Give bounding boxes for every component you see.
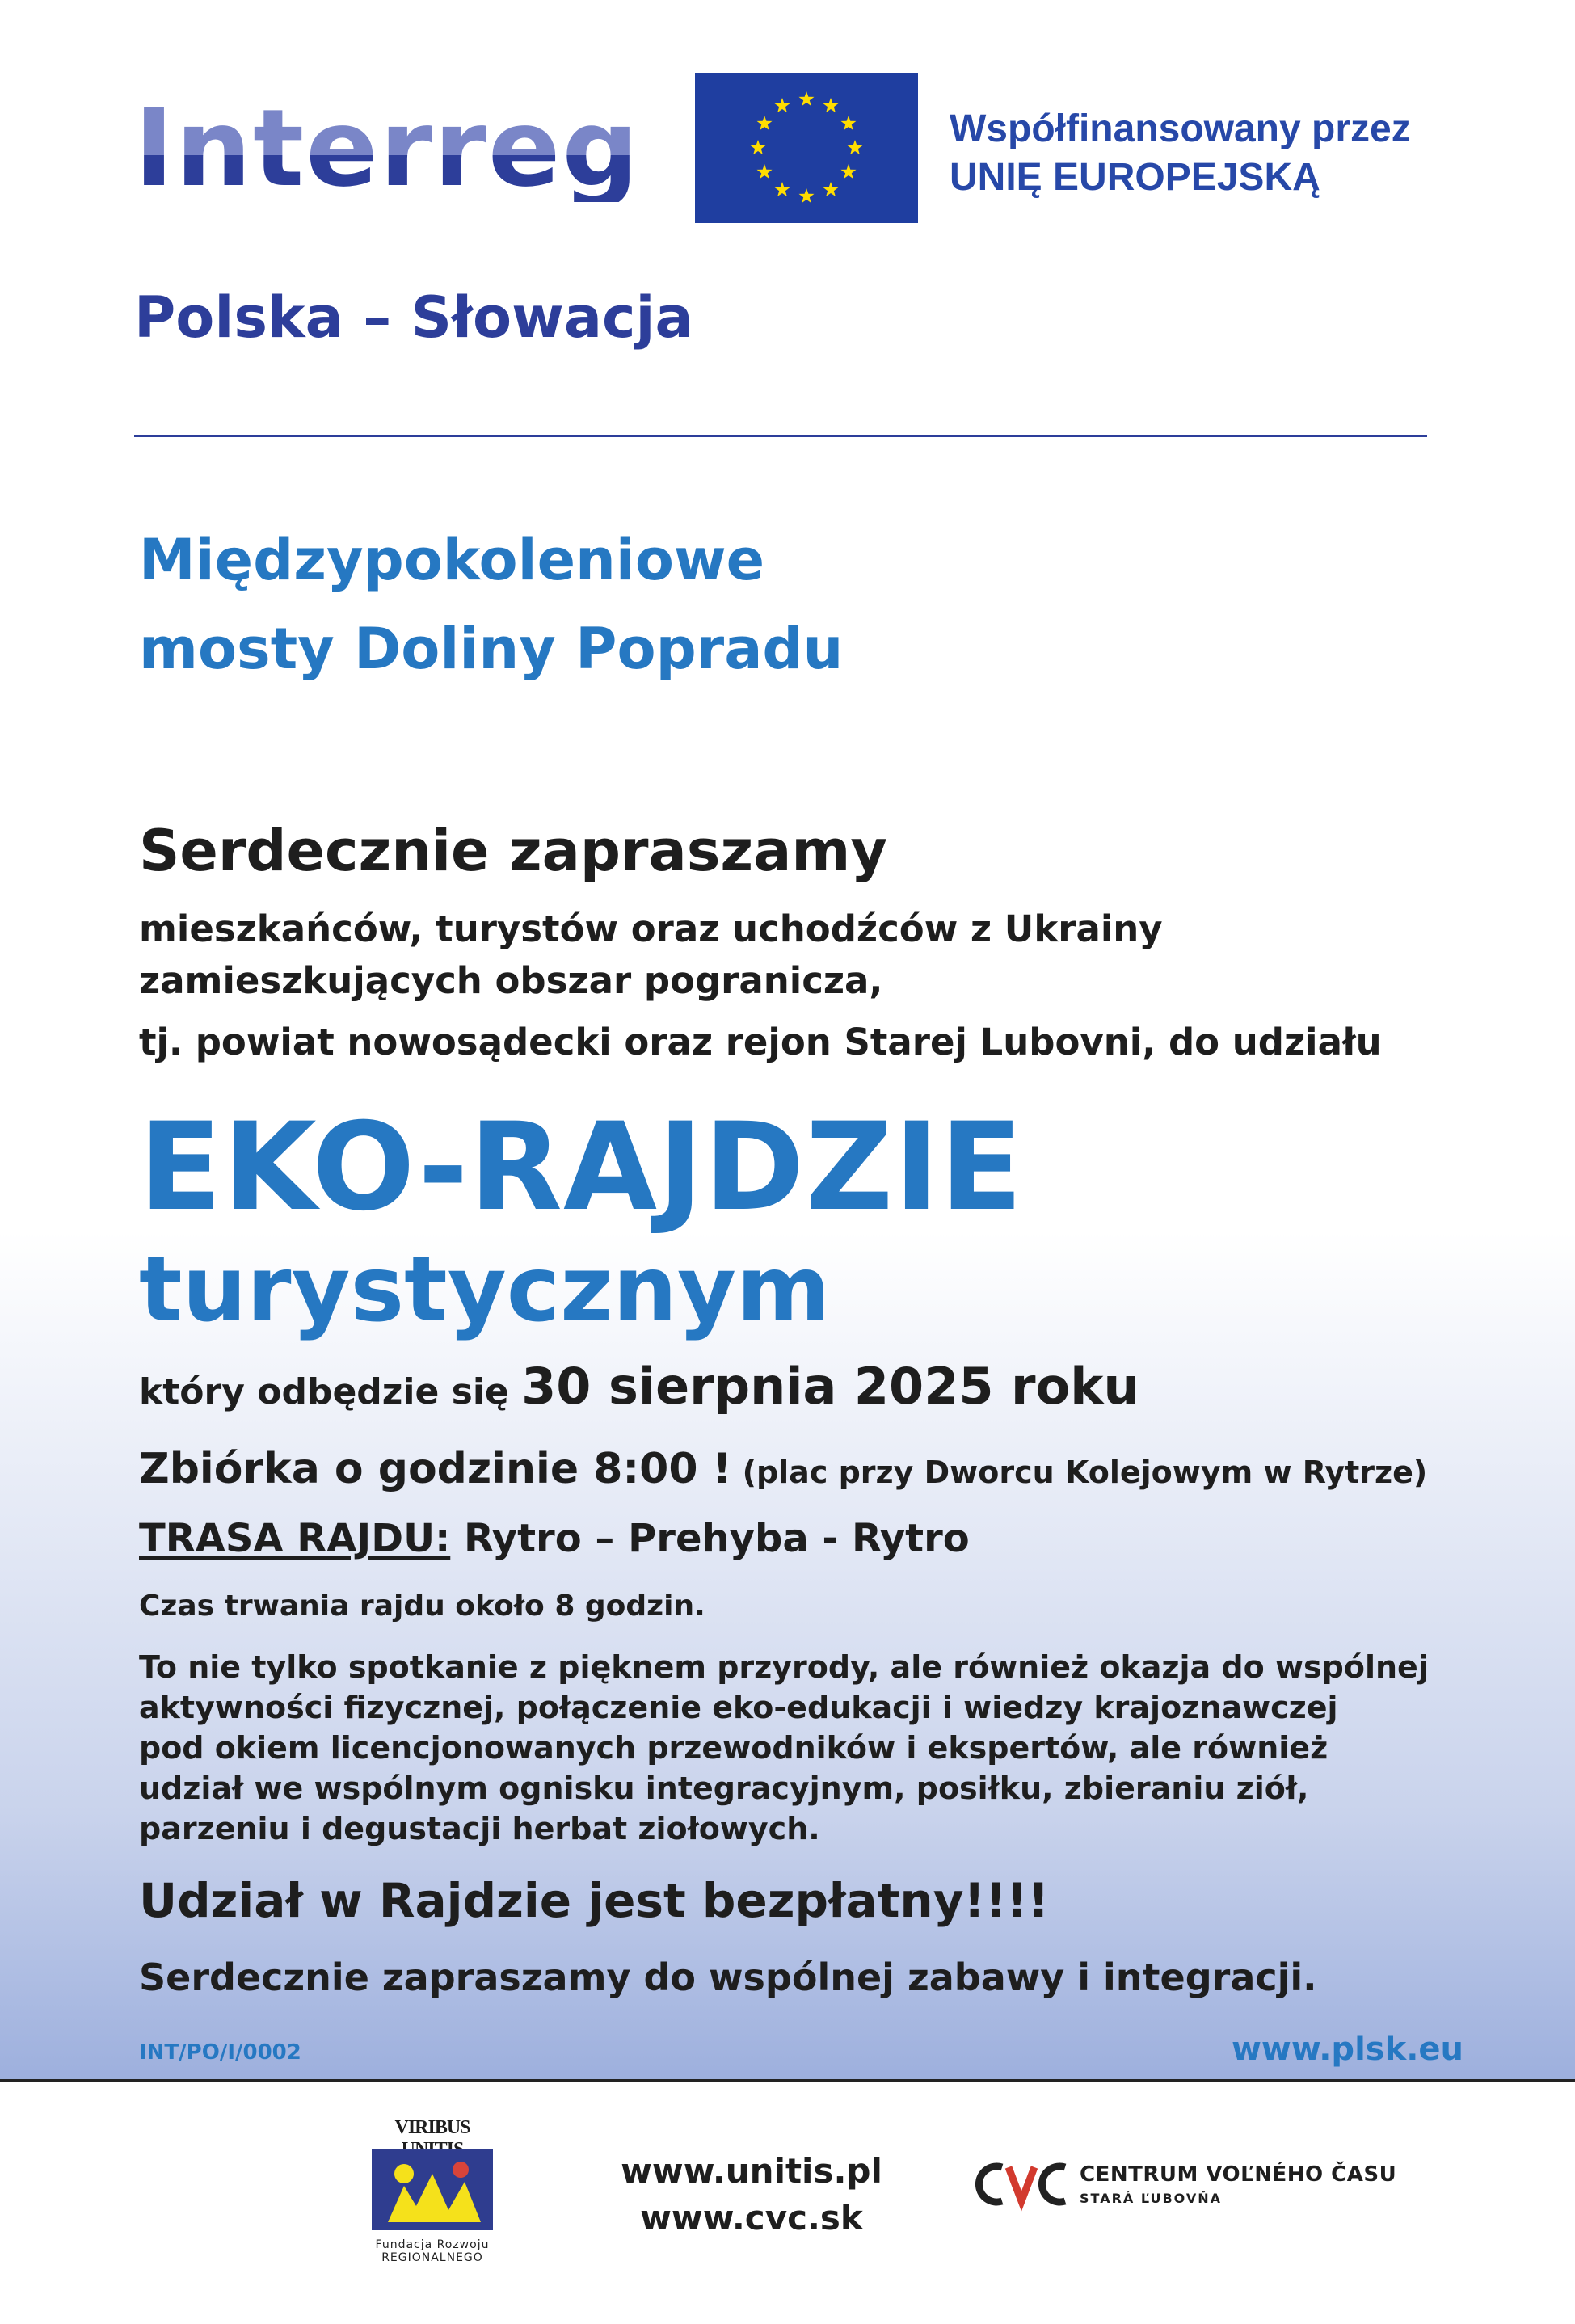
unitis-url-link[interactable]: www.unitis.pl: [621, 2151, 882, 2191]
viribus-caption-line2: REGIONALNEGO: [381, 2251, 483, 2264]
eu-star-icon: [798, 188, 814, 203]
eu-star-icon: [823, 98, 838, 112]
event-duration: Czas trwania rajdu około 8 godzin.: [139, 1589, 705, 1623]
project-code: INT/PO/I/0002: [139, 2040, 301, 2065]
viribus-caption-line1: Fundacja Rozwoju: [375, 2238, 490, 2251]
invitation-line2: zamieszkujących obszar pogranicza,: [139, 959, 883, 1002]
event-date: 30 sierpnia 2025 roku: [521, 1357, 1139, 1416]
eu-funding-line2: UNIĘ EUROPEJSKĄ: [950, 156, 1320, 199]
event-title: EKO-RAJDZIE: [139, 1097, 1024, 1238]
header-divider: [134, 435, 1427, 437]
invitation-text: [139, 903, 1553, 1068]
route-value: Rytro – Prehyba - Rytro: [450, 1516, 970, 1561]
event-subtitle: turystycznym: [139, 1237, 831, 1342]
description-line: parzeniu i degustacji herbat ziołowych.: [139, 1811, 820, 1846]
cvc-name-line1: CENTRUM VOĽNÉHO ČASU: [1080, 2162, 1397, 2187]
description-line: udział we wspólnym ognisku integracyjnym, posiłku, zbieraniu ziół,: [139, 1770, 1309, 1806]
project-title: [139, 516, 1109, 693]
event-date-line: [139, 1357, 1139, 1416]
partner-links: [582, 2148, 921, 2242]
eu-star-icon: [823, 182, 838, 196]
programme-name: Polska – Słowacja: [134, 284, 693, 351]
meeting-place: (plac przy Dworcu Kolejowym w Rytrze): [731, 1455, 1428, 1490]
description-line: To nie tylko spotkanie z pięknem przyrody, ale również okazja do wspólnej: [139, 1649, 1429, 1685]
project-title-line1: Międzypokoleniowe: [139, 527, 765, 593]
meeting-line: [139, 1445, 1428, 1493]
cvc-name-line2: STARÁ ĽUBOVŇA: [1080, 2191, 1222, 2206]
description-line: pod okiem licencjonowanych przewodników i ekspertów, ale również: [139, 1730, 1329, 1766]
interreg-logo: Interreg: [134, 86, 640, 211]
eu-star-icon: [847, 140, 862, 154]
route-label: TRASA RAJDU:: [139, 1516, 451, 1561]
eu-star-icon: [798, 91, 814, 106]
description-line: aktywności fizycznej, połączenie eko-edukacji i wiedzy krajoznawczej: [139, 1690, 1338, 1725]
eu-funding-line1: Współfinansowany przez: [950, 107, 1411, 150]
cvc-logo-icon: [970, 2156, 1075, 2212]
viribus-unitis-logo-icon: [372, 2149, 493, 2230]
meeting-time: Zbiórka o godzinie 8:00 !: [139, 1445, 732, 1493]
viribus-unitis-logo-title: VIRIBUS: [394, 2117, 470, 2138]
closing-invitation: Serdecznie zapraszamy do wspólnej zabawy i integracji.: [139, 1956, 1317, 1999]
eu-star-icon: [757, 116, 773, 130]
programme-url-link[interactable]: www.plsk.eu: [1231, 2031, 1463, 2068]
eu-star-icon: [750, 140, 765, 154]
invitation-heading: Serdecznie zapraszamy: [139, 818, 887, 884]
cvc-url-link[interactable]: www.cvc.sk: [640, 2198, 863, 2238]
route-line: [139, 1516, 970, 1561]
event-description: [139, 1647, 1529, 1849]
eu-star-icon: [840, 164, 856, 179]
event-date-prefix: który odbędzie się: [139, 1371, 522, 1413]
eu-flag-icon: [695, 73, 918, 223]
eu-star-icon: [840, 116, 856, 130]
invitation-line1: mieszkańców, turystów oraz uchodźców z Ukrainy: [139, 907, 1163, 950]
viribus-unitis-logo-caption: [364, 2238, 501, 2264]
cvc-name: [1080, 2162, 1396, 2211]
project-title-line2: mosty Doliny Popradu: [139, 616, 844, 682]
eu-funding-text: [950, 105, 1515, 202]
eu-star-icon: [774, 98, 790, 112]
eu-star-icon: [774, 182, 790, 196]
invitation-line3: tj. powiat nowosądecki oraz rejon Starej Lubovni, do udziału: [139, 1021, 1382, 1063]
eu-star-icon: [757, 164, 773, 179]
free-participation-note: Udział w Rajdzie jest bezpłatny!!!!: [139, 1873, 1050, 1928]
